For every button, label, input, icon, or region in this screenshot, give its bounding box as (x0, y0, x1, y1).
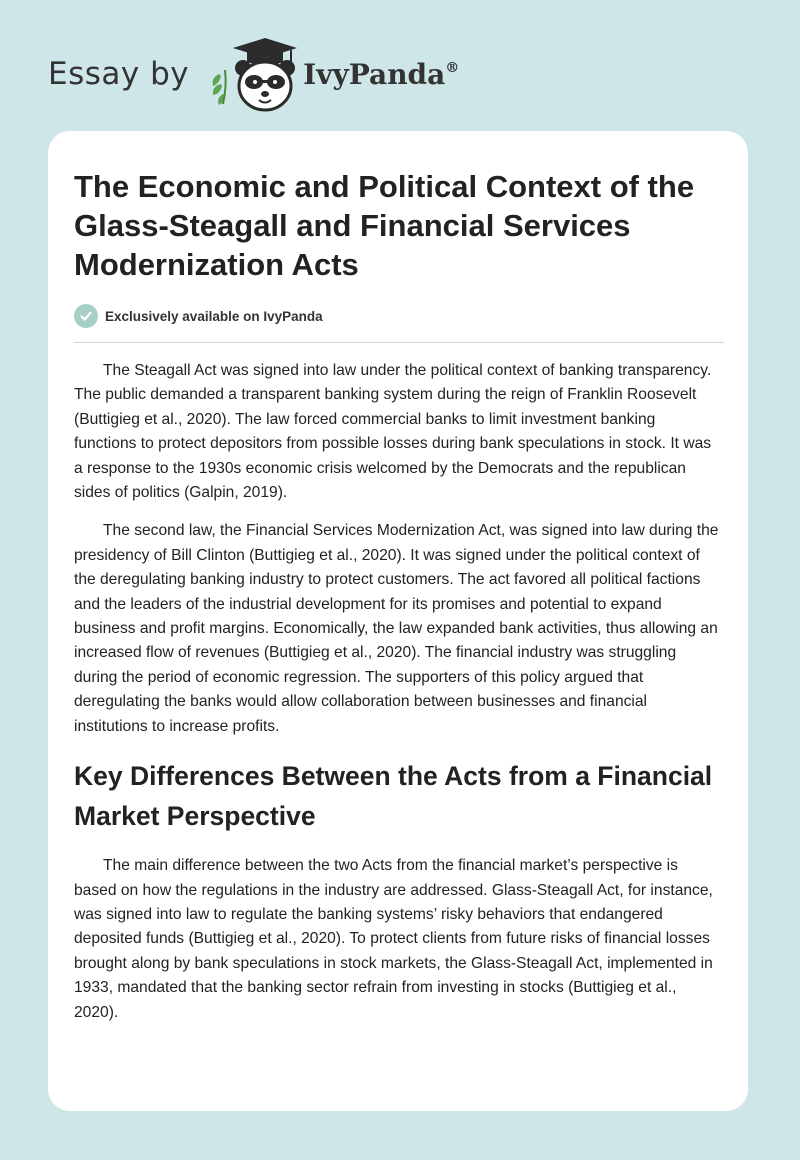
check-circle-icon (74, 304, 98, 328)
registered-mark: ® (445, 59, 460, 76)
paragraph: The second law, the Financial Services Modernization Act, was signed into law during the presidency of Bill Clinton (Buttigieg et al., 2020). It was signed under the political context of the deregulating banking industry to protect customers. The act favored all political factions and the leaders of the industrial development for its promises and potential to expand business and profit margins. Economically, the law expanded bank activities, thus allowing an increased flow of revenues (Buttigieg et al., 2020). The financial industry was struggling during the period of economic regression. The supporters of this policy argued that deregulating the banks would allow collaboration between businesses and financial institutions to increase profits. (74, 522, 719, 735)
paragraph: The Steagall Act was signed into law under the political context of banking transparency. The public demanded a transparent banking system during the reign of Franklin Roosevelt (Buttigieg et al., 2020). The law forced commercial banks to limit investment banking functions to protect depositors from possible losses during bank speculations in stock. It was a response to the 1930s economic crisis welcomed by the Democrats and the republican sides of politics (Galpin, 2019). (74, 362, 712, 502)
panda-graduate-logo-icon[interactable] (203, 34, 299, 114)
brand-name[interactable] (303, 58, 459, 91)
essay-by-label: Essay by (48, 56, 190, 92)
paragraph: The main difference between the two Acts from the financial market’s perspective is based on how the regulations in the industry are addressed. Glass-Steagall Act, for instance, was signed into law to regulate the banking systems’ risky behaviors that endangered deposited funds (Buttigieg et al., 2020). To protect clients from future risks of financial losses brought along by bank speculations in stock markets, the Glass-Steagall Act, implemented in 1933, mandated that the banking sector refrain from investing in stocks (Buttigieg et al., 2020). (74, 857, 713, 1021)
article-card (48, 131, 748, 1111)
divider (74, 342, 724, 343)
section-heading: Key Differences Between the Acts from a Financial Market Perspective (74, 761, 713, 832)
site-header (48, 34, 459, 114)
exclusive-badge (74, 303, 722, 329)
brand-text: IvyPanda (303, 57, 446, 91)
exclusive-badge-text: Exclusively available on IvyPanda (105, 308, 323, 324)
page-title: The Economic and Political Context of the Glass-Steagall and Financial Services Modernization Acts (74, 169, 695, 282)
